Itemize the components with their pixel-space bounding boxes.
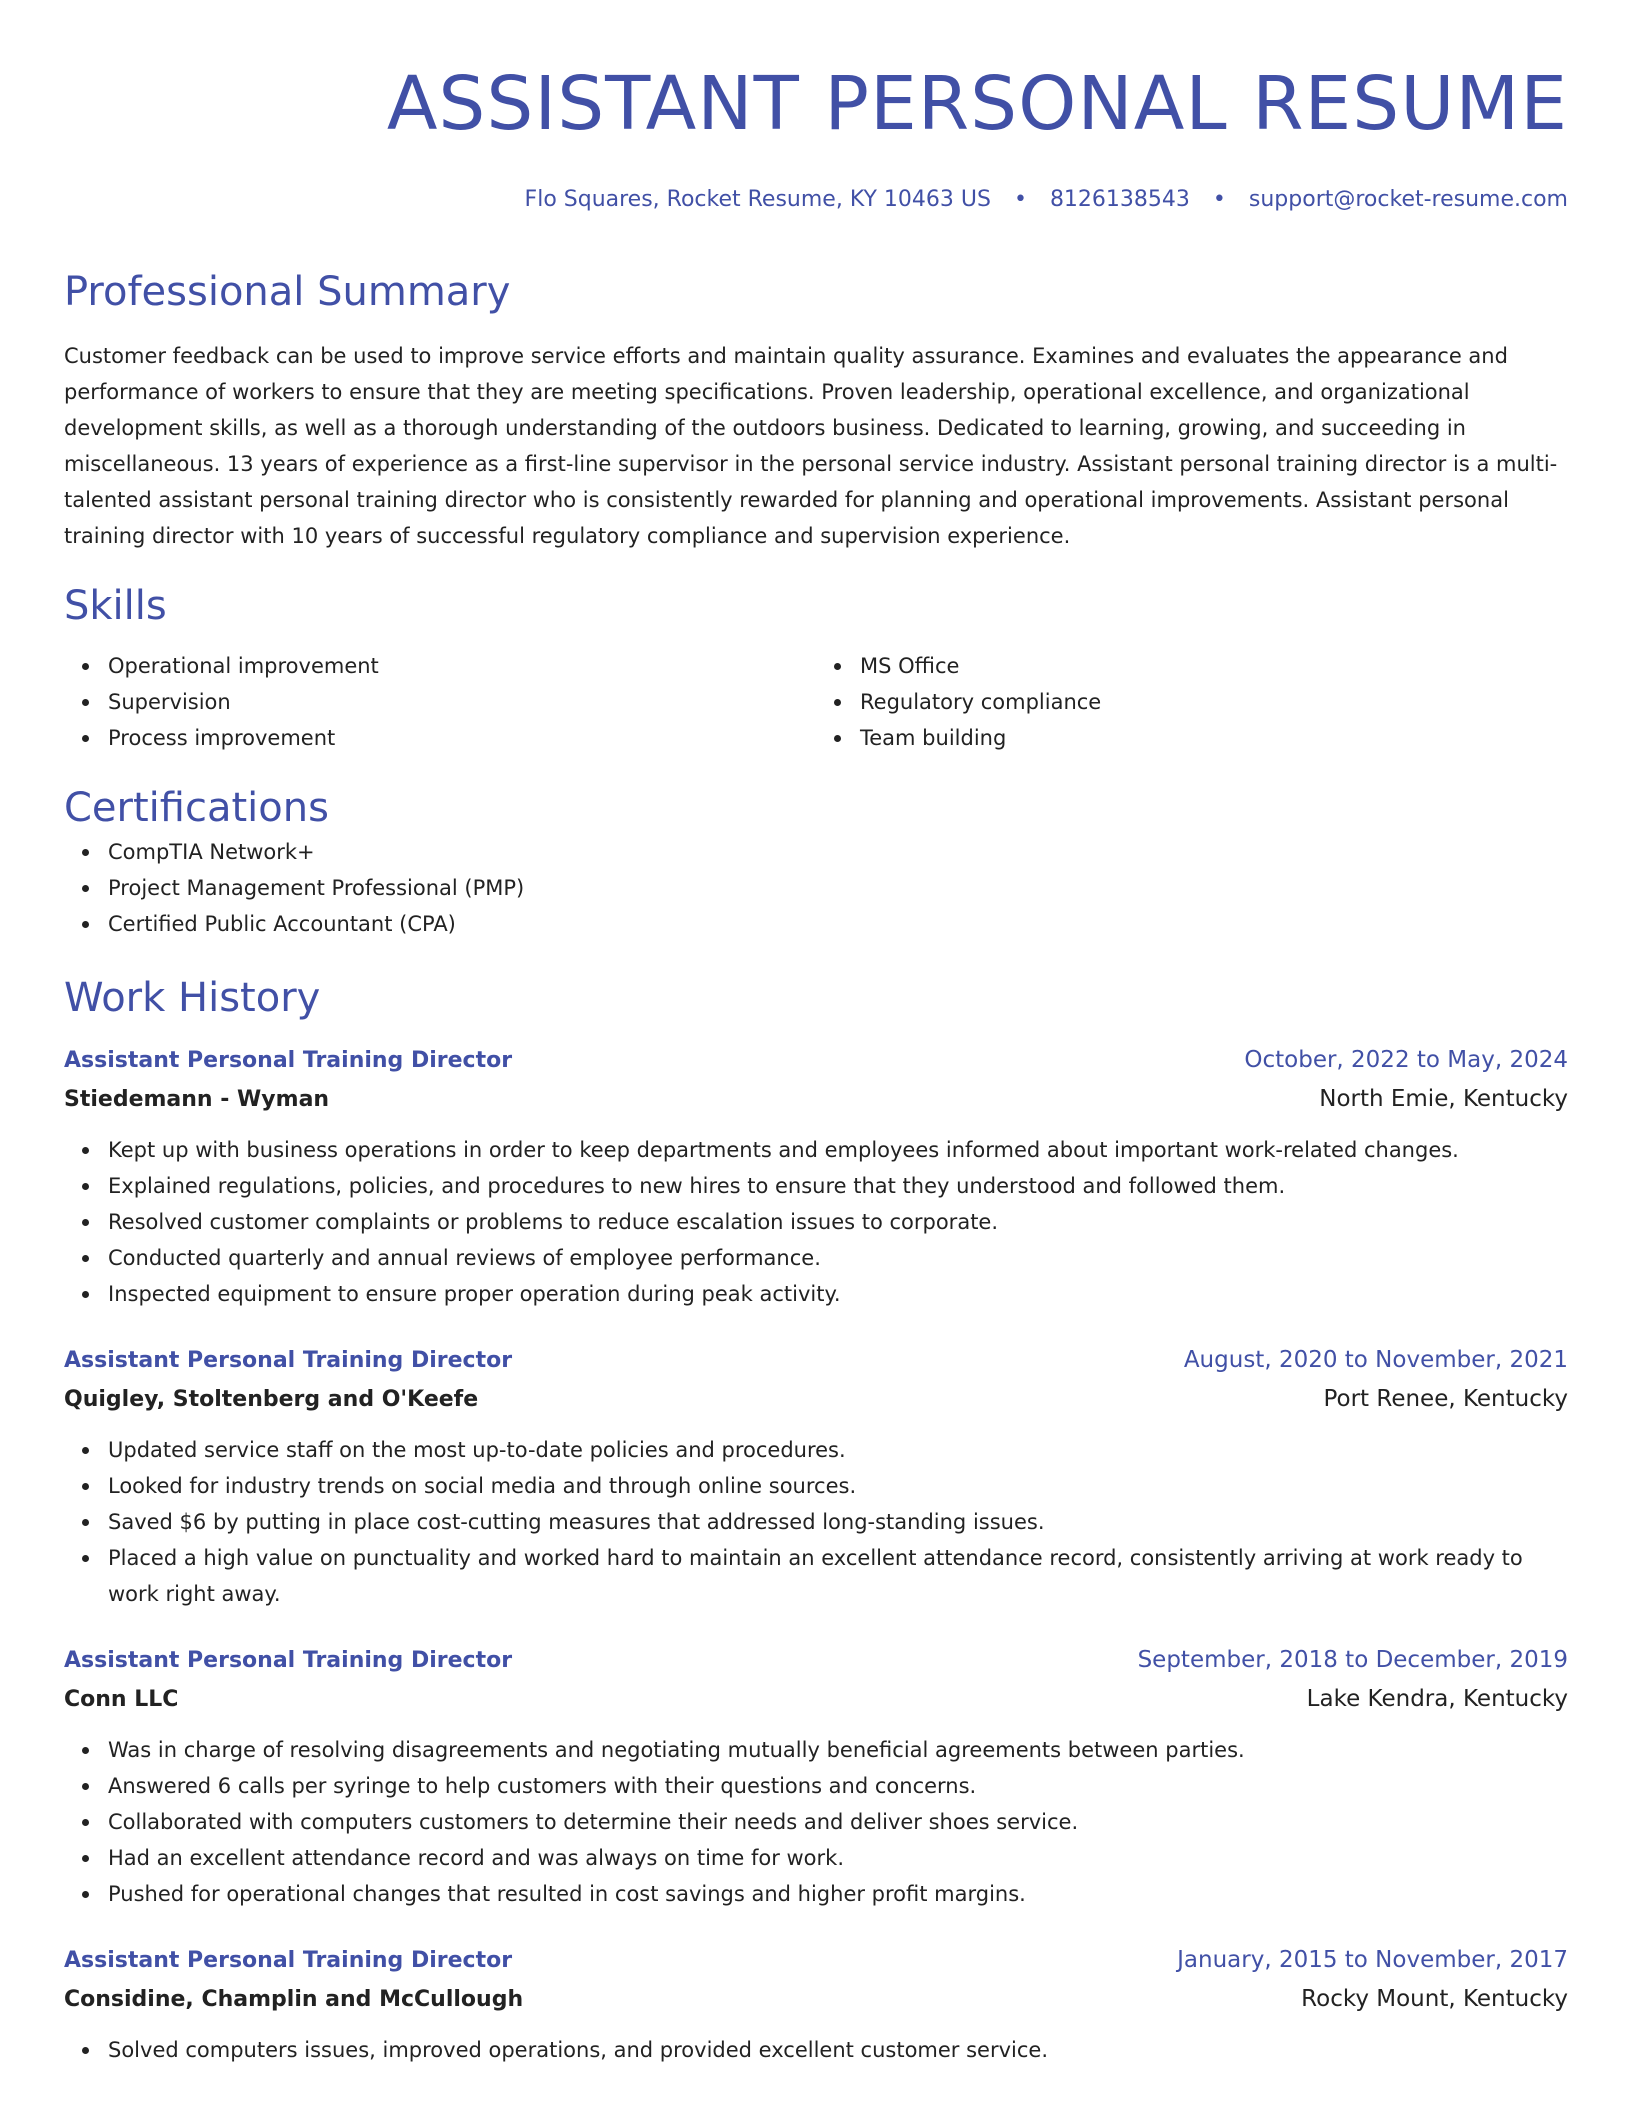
job-title: Assistant Personal Training Director [64,1948,513,1973]
contact-separator: • [1013,187,1027,212]
contact-phone: 8126138543 [1049,187,1190,212]
certifications-list [64,834,1568,942]
job-title: Assistant Personal Training Director [64,1648,513,1673]
job-duty: Collaborated with computers customers to determine their needs and deliver shoes service. [108,1804,1568,1840]
job-header [64,1942,1568,1979]
job-duty: Kept up with business operations in order to keep departments and employees informed about important work-related changes. [108,1132,1568,1168]
skills-heading: Skills [64,583,167,629]
job-location: Lake Kendra, Kentucky [1306,1686,1568,1712]
certification-item: Project Management Professional (PMP) [108,870,1568,906]
contact-email: support@rocket-resume.com [1248,187,1568,212]
job-dates: August, 2020 to November, 2021 [1183,1347,1568,1373]
job-duty: Solved computers issues, improved operations, and provided excellent customer service. [108,2032,1568,2068]
summary-text: Customer feedback can be used to improve service efforts and maintain quality assurance. Examines and evaluates the appearance and performance of workers to ensure that they are meeting specifications. Proven leadership, operational excellence, and organizational development skills, as well as a thorough understanding of the outdoors business. Dedicated to learning, growing, and succeeding in miscellaneous. 13 years of experience as a first-line supervisor in the personal service industry. Assistant personal training director is a multi-talented assistant personal training director who is consistently rewarded for planning and operational improvements. Assistant personal training director with 10 years of successful regulatory compliance and supervision experience. [64,344,1558,548]
job-dates: September, 2018 to December, 2019 [1137,1647,1568,1673]
job-company: Quigley, Stoltenberg and O'Keefe [64,1387,479,1412]
job-entry [64,1342,1568,1612]
job-header [64,1642,1568,1679]
job-duty: Conducted quarterly and annual reviews of employee performance. [108,1240,1568,1276]
job-company: Considine, Champlin and McCullough [64,1987,524,2012]
job-duty: Updated service staff on the most up-to-date policies and procedures. [108,1432,1568,1468]
job-duties [64,2032,1568,2068]
job-title: Assistant Personal Training Director [64,1348,513,1373]
job-subheader [64,1379,1568,1420]
certification-item: CompTIA Network+ [108,834,1568,870]
skills-list [64,648,1568,756]
contact-line [64,186,1568,214]
job-location: Rocky Mount, Kentucky [1301,1986,1568,2012]
work-history-heading: Work History [64,975,321,1021]
certification-item: Certified Public Accountant (CPA) [108,906,1568,942]
job-duty: Saved $6 by putting in place cost-cutting measures that addressed long-standing issues. [108,1504,1568,1540]
job-location: Port Renee, Kentucky [1323,1386,1568,1412]
skills-column-left [64,648,816,756]
job-duty: Had an excellent attendance record and was always on time for work. [108,1840,1568,1876]
job-duty: Placed a high value on punctuality and worked hard to maintain an excellent attendance record, consistently arriving at work ready to work right away. [108,1540,1568,1612]
skill-item: Supervision [108,684,816,720]
job-header [64,1342,1568,1379]
skill-item: Team building [860,720,1568,756]
skills-column-right [816,648,1568,756]
job-duties [64,1132,1568,1312]
job-entry [64,1642,1568,1912]
job-duty: Inspected equipment to ensure proper operation during peak activity. [108,1276,1568,1312]
job-company: Conn LLC [64,1687,179,1712]
job-duty: Looked for industry trends on social media and through online sources. [108,1468,1568,1504]
job-company: Stiedemann - Wyman [64,1087,330,1112]
job-duty: Answered 6 calls per syringe to help customers with their questions and concerns. [108,1768,1568,1804]
contact-separator: • [1212,187,1226,212]
job-duty: Was in charge of resolving disagreements and negotiating mutually beneficial agreements between parties. [108,1732,1568,1768]
job-location: North Emie, Kentucky [1319,1086,1568,1112]
resume-title: ASSISTANT PERSONAL RESUME [386,61,1568,147]
job-duty: Pushed for operational changes that resulted in cost savings and higher profit margins. [108,1876,1568,1912]
job-subheader [64,1979,1568,2020]
job-dates: January, 2015 to November, 2017 [1177,1947,1568,1973]
skill-item: Operational improvement [108,648,816,684]
job-entry [64,1942,1568,2068]
job-duties [64,1732,1568,1912]
job-entry [64,1042,1568,1312]
job-header [64,1042,1568,1079]
skill-item: MS Office [860,648,1568,684]
summary-heading: Professional Summary [64,269,511,315]
resume-page [64,0,1568,2068]
job-dates: October, 2022 to May, 2024 [1244,1047,1568,1073]
contact-address: Flo Squares, Rocket Resume, KY 10463 US [524,187,991,212]
job-subheader [64,1679,1568,1720]
certifications-heading: Certifications [64,785,329,831]
job-subheader [64,1079,1568,1120]
job-duty: Resolved customer complaints or problems to reduce escalation issues to corporate. [108,1204,1568,1240]
job-duty: Explained regulations, policies, and procedures to new hires to ensure that they understood and followed them. [108,1168,1568,1204]
job-title: Assistant Personal Training Director [64,1048,513,1073]
job-duties [64,1432,1568,1612]
skill-item: Regulatory compliance [860,684,1568,720]
skill-item: Process improvement [108,720,816,756]
